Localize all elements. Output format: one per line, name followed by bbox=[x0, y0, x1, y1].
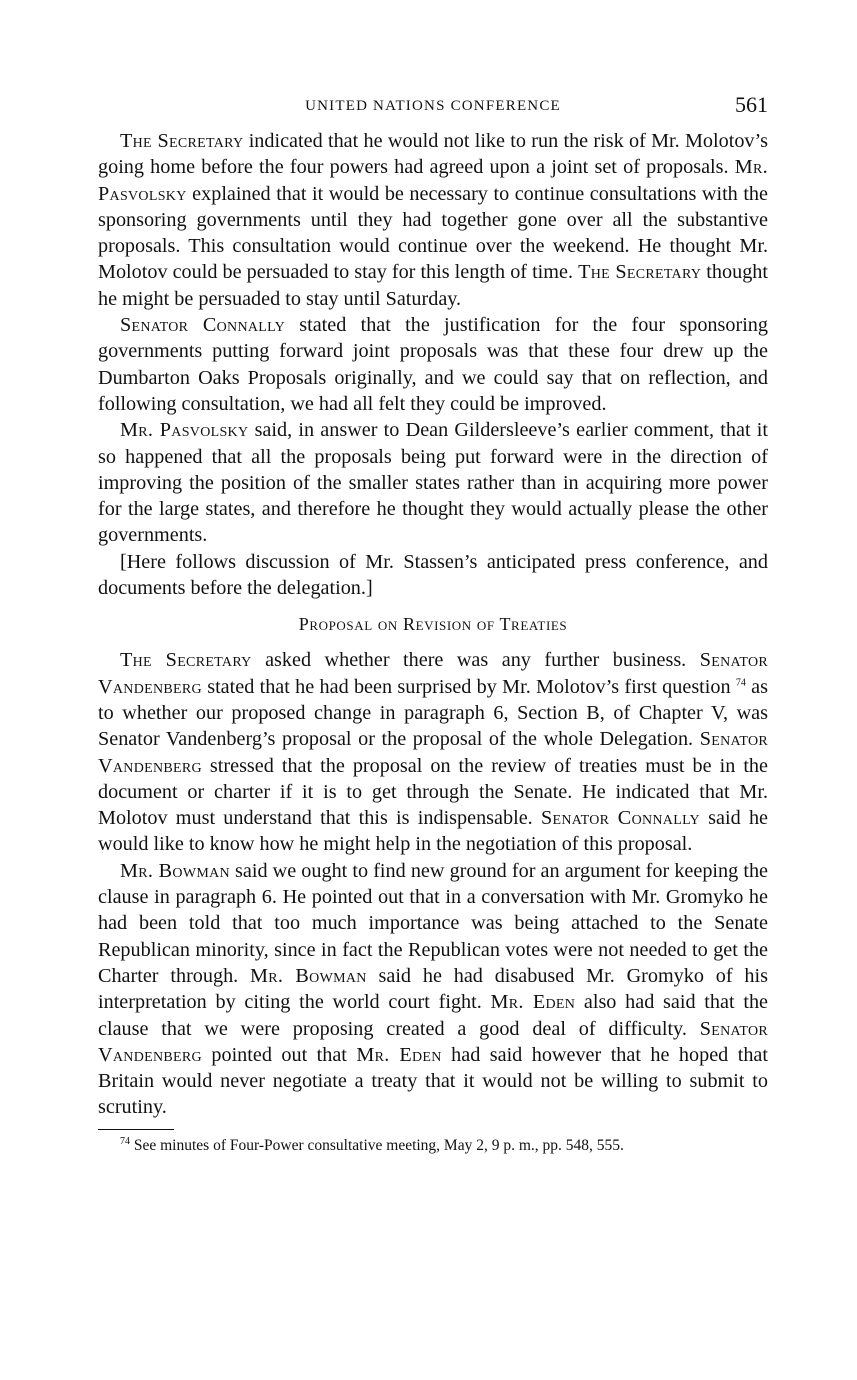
speaker-name: Mr. Eden bbox=[356, 1043, 442, 1066]
paragraph-text: [Here follows discussion of Mr. Stassen’s anticipated press conference, and documents before the delegation.] bbox=[98, 550, 768, 600]
paragraph-text: said we ought to find new ground for an argument for keeping the clause in paragraph 6. He pointed out that in a conversation with Mr. Gromyko he had been told that too much importance was being attached to the Senate Republican minority, since in fact the Republican votes were not needed to get the Charter through. bbox=[98, 859, 768, 987]
paragraph-text: said he would like to know how he might help in the negotiation of this proposal. bbox=[98, 807, 769, 856]
paragraph-text: stated that the justification for the four sponsoring governments putting forward joint proposals was that these four drew up the Dumbarton Oaks Proposals originally, and we could say that on reflection, and following consultation, we had all felt they could be improved. bbox=[98, 314, 768, 415]
paragraph-text: explained that it would be necessary to continue consultations with the sponsoring governments until they had together gone over all the substantive proposals. This consultation would continue over the weekend. He thought Mr. Molotov could be persuaded to stay for this length of time. bbox=[98, 182, 768, 284]
paragraph-text: as to whether our proposed change in paragraph 6, Section B, of Chapter V, was Senator Vandenberg’s proposal or the proposal of the whole Delegation. bbox=[98, 675, 768, 751]
paragraph-text: stressed that the proposal on the review of treaties must be in the document or charter if it is to get through the Senate. He indicated that Mr. Molotov must understand that this is indispensable. bbox=[98, 754, 768, 830]
body-text-after-heading bbox=[98, 647, 768, 1120]
speaker-name: Mr. Eden bbox=[490, 991, 576, 1014]
paragraph bbox=[98, 549, 768, 602]
footnote-reference: 74 bbox=[735, 676, 746, 688]
paragraph-text: pointed out that bbox=[201, 1043, 357, 1066]
paragraph bbox=[98, 312, 768, 417]
running-title: UNITED NATIONS CONFERENCE bbox=[305, 98, 561, 114]
speaker-name: Mr. Bowman bbox=[250, 964, 367, 987]
speaker-name: Mr. Pasvolsky bbox=[98, 156, 768, 205]
paragraph-text: thought he might be persuaded to stay until Saturday. bbox=[98, 261, 768, 310]
speaker-name: Mr. Bowman bbox=[120, 859, 230, 882]
speaker-name: The Secretary bbox=[578, 261, 702, 284]
paragraph bbox=[98, 128, 768, 312]
section-heading: Proposal on Revision of Treaties bbox=[298, 614, 568, 635]
paragraph bbox=[98, 417, 768, 548]
paragraph-text: also had said that the clause that we were proposing created a good deal of difficulty. bbox=[98, 991, 768, 1040]
paragraph-text: asked whether there was any further business. bbox=[251, 649, 700, 672]
body-text-before-heading bbox=[98, 128, 768, 601]
footnote-text: See minutes of Four-Power consultative meeting, May 2, 9 p. m., pp. 548, 555. bbox=[130, 1136, 624, 1154]
page-number: 561 bbox=[735, 92, 768, 117]
speaker-name: The Secretary bbox=[120, 649, 252, 672]
paragraph-text: stated that he had been surprised by Mr. Molotov’s first question bbox=[201, 675, 736, 698]
speaker-name: Senator Vandenberg bbox=[98, 728, 768, 777]
paragraph bbox=[98, 647, 768, 857]
speaker-name: The Secretary bbox=[120, 130, 244, 152]
speaker-name: Senator Connally bbox=[120, 314, 285, 337]
paragraph-text: said he had disabused Mr. Gromyko of his interpretation by citing the world court fight. bbox=[98, 964, 768, 1014]
footnote-marker: 74 bbox=[120, 1135, 130, 1147]
paragraph-text: said, in answer to Dean Gildersleeve’s earlier comment, that it so happened that all the proposals being put forward were in the direction of improving the position of the smaller states rather than in acquiring more power for the large states, and therefore he thought they would actually please the other governments. bbox=[98, 419, 768, 547]
footnote-rule bbox=[98, 1129, 174, 1130]
document-page bbox=[98, 92, 768, 1156]
footnote bbox=[98, 1136, 768, 1156]
speaker-name: Senator Connally bbox=[540, 807, 700, 830]
paragraph-text: indicated that he would not like to run the risk of Mr. Molotov’s going home before the four powers had agreed upon a joint set of proposals. bbox=[98, 130, 768, 179]
speaker-name: Senator Vandenberg bbox=[98, 1017, 768, 1066]
speaker-name: Senator Vandenberg bbox=[98, 649, 768, 698]
paragraph bbox=[98, 858, 768, 1121]
paragraph-text: had said however that he hoped that Britain would never negotiate a treaty that it would not be willing to submit to scrutiny. bbox=[98, 1043, 768, 1119]
speaker-name: Mr. Pasvolsky bbox=[120, 419, 249, 442]
running-head bbox=[98, 92, 768, 128]
